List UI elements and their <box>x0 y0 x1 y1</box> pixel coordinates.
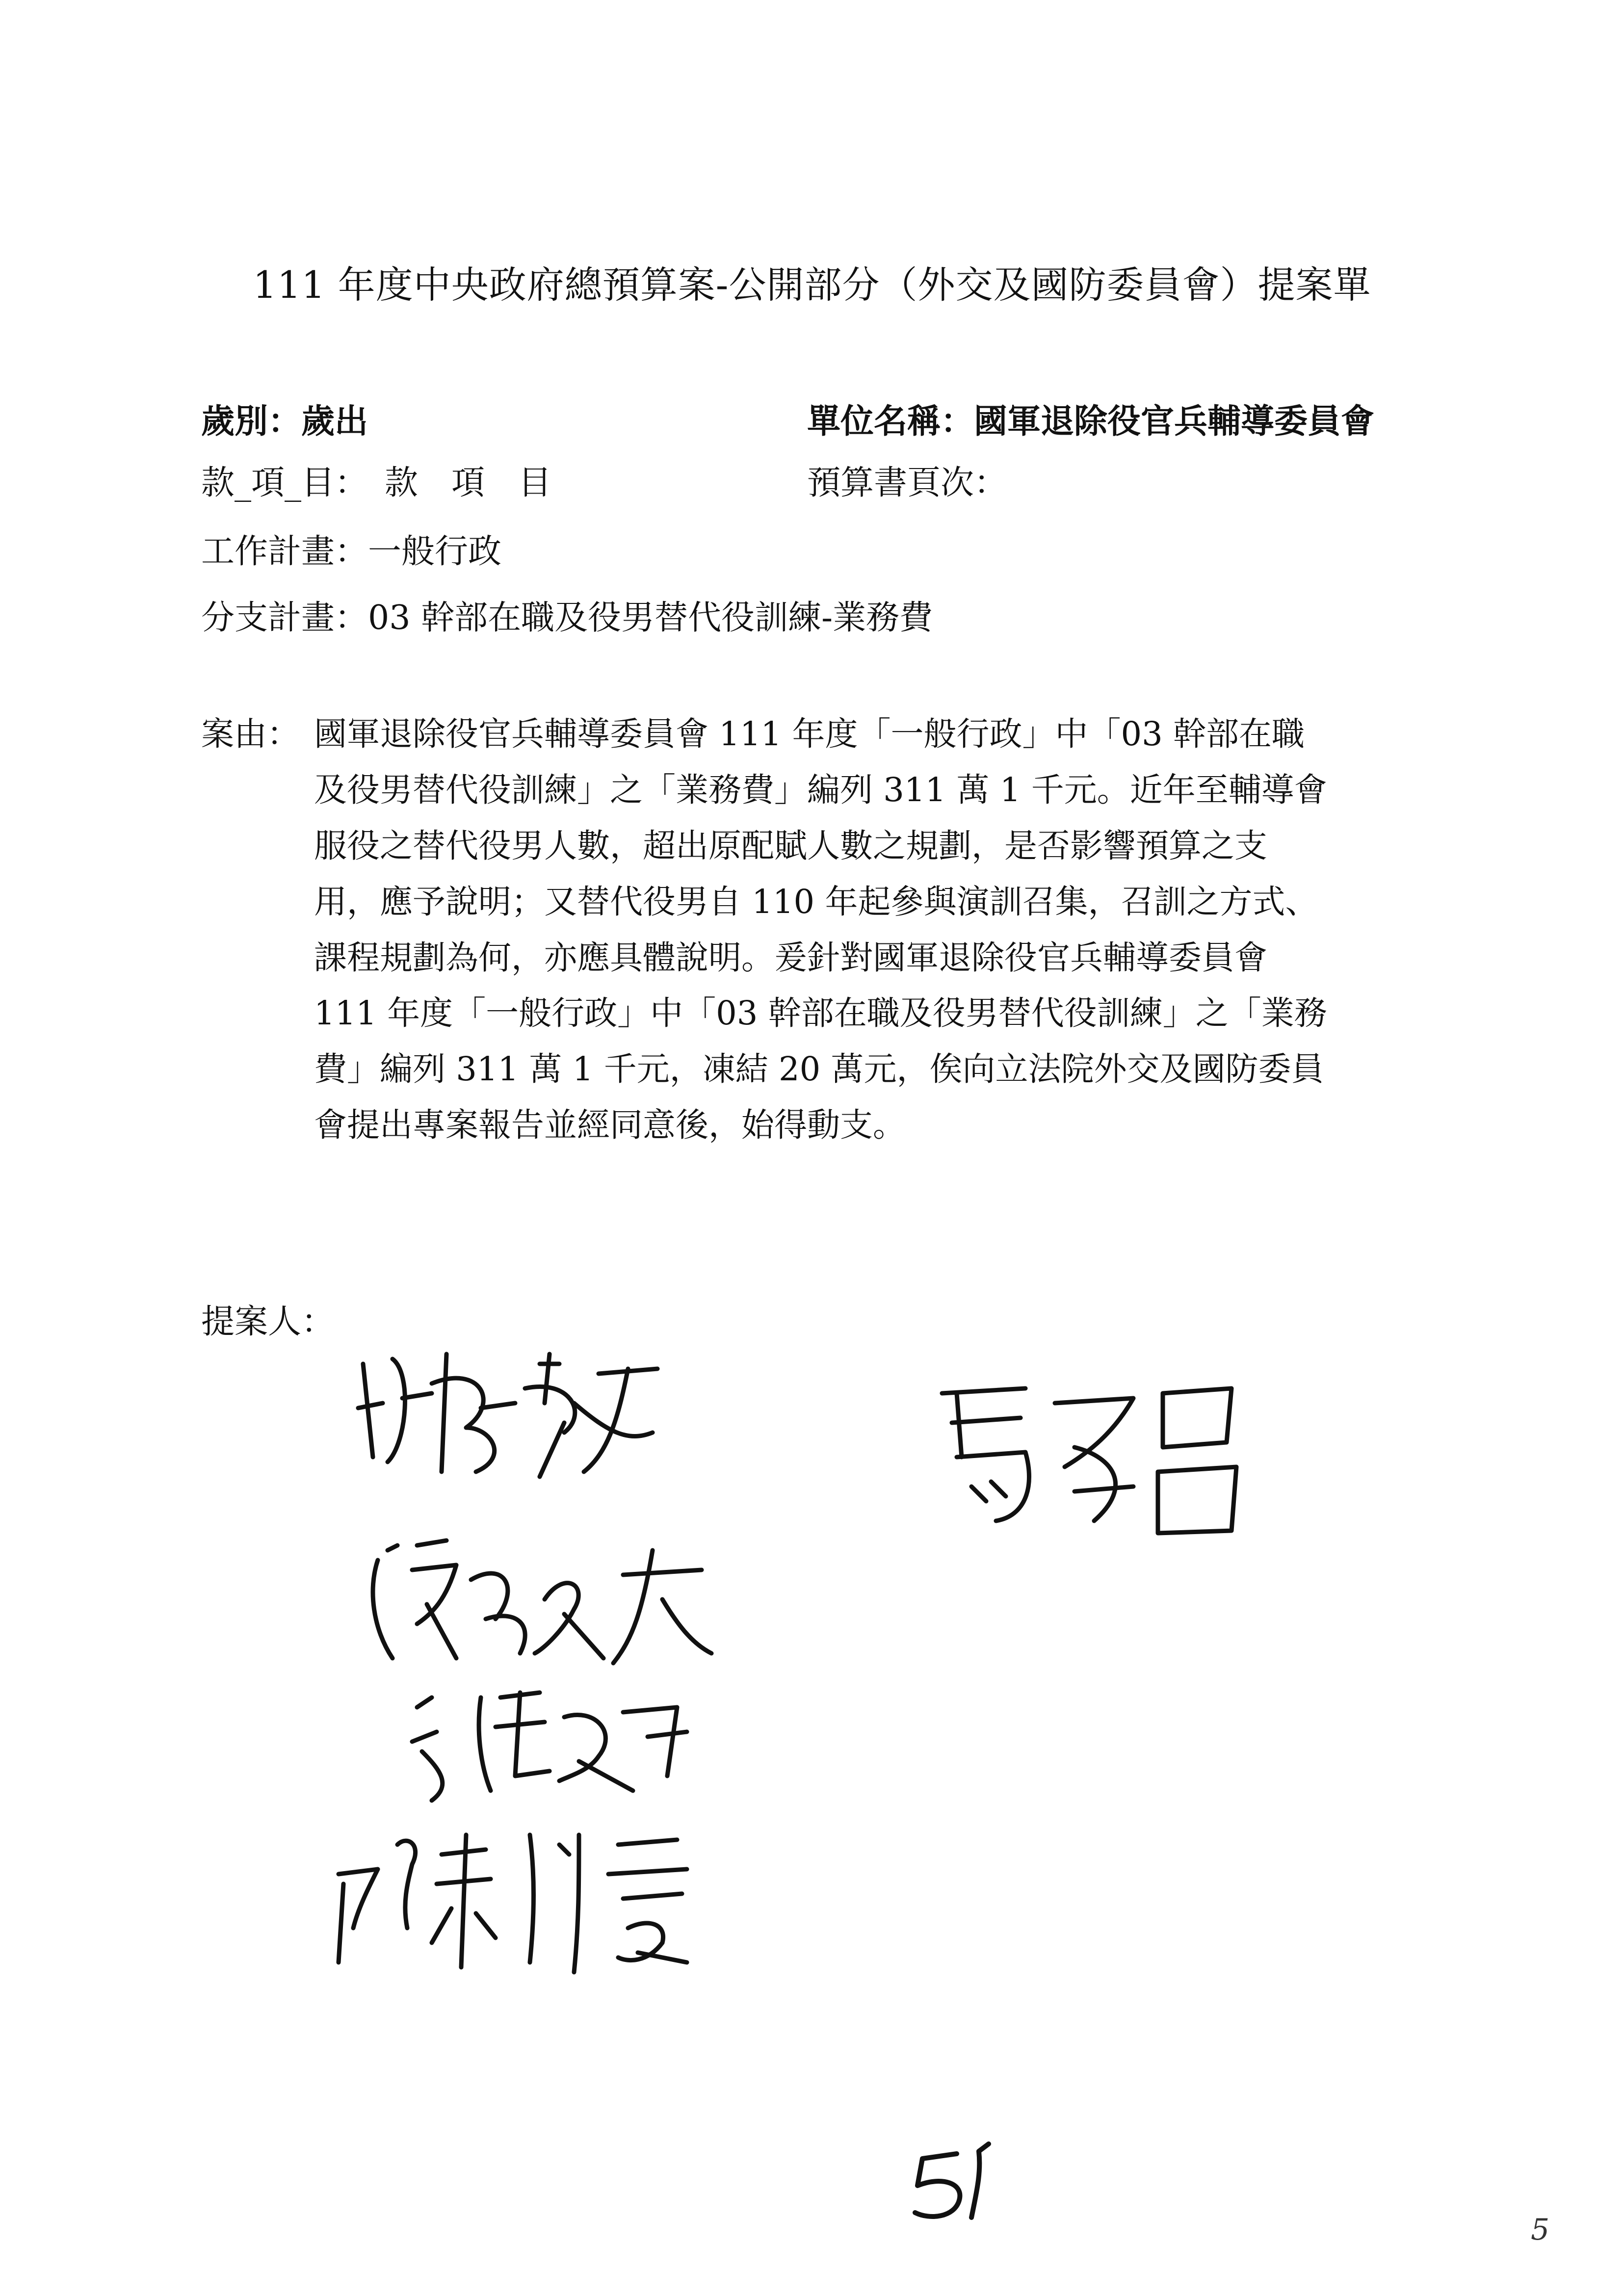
sub-plan-field: 分支計畫：03 幹部在職及役男替代役訓練-業務費 <box>201 599 933 637</box>
proposer-label: 提案人： <box>201 1303 335 1341</box>
corner-page-mark: 5 <box>1531 2213 1550 2247</box>
work-plan-field: 工作計畫：一般行政 <box>201 532 502 571</box>
case-reason <box>201 706 1457 1153</box>
budget-type-field: 歲別：歲出 <box>201 402 368 441</box>
budget-page-field: 預算書頁次： <box>807 464 1008 502</box>
handwritten-page-number <box>903 2139 1011 2222</box>
handwritten-signature <box>358 1531 731 1678</box>
case-reason-text: 國軍退除役官兵輔導委員會 111 年度「一般行政」中「03 幹部在職 及役男替代役訓練」之「業務費」編列 311 萬 1 千元。近年至輔導會 服役之替代役男人數，超出原配賦人數之規劃，是否影響預算之支 用，應予說明；又替代役男自 110 年起參與演訓召集，召訓之方式、 課程規劃為何，亦應具體說明。爰針對國軍退除役官兵輔導委員會 111 年度「一般行政」中「03 幹部在職及役男替代役訓練」之「業務 費」編列 311 萬 1 千元，凍結 20 萬元，俟向立法院外交及國防委員 會提出專案報告並經同意後，始得動支。 <box>314 715 1327 1145</box>
unit-name-field: 單位名稱：國軍退除役官兵輔導委員會 <box>807 402 1375 441</box>
category-field: 款_項_目： 款 項 目 <box>201 464 552 502</box>
handwritten-signature <box>324 1815 746 1982</box>
document-title: 111 年度中央政府總預算案-公開部分（外交及國防委員會）提案單 <box>253 263 1371 307</box>
handwritten-signature <box>402 1678 707 1805</box>
case-reason-label: 案由： <box>201 715 300 753</box>
handwritten-signature <box>927 1374 1251 1540</box>
handwritten-signature <box>353 1344 726 1491</box>
